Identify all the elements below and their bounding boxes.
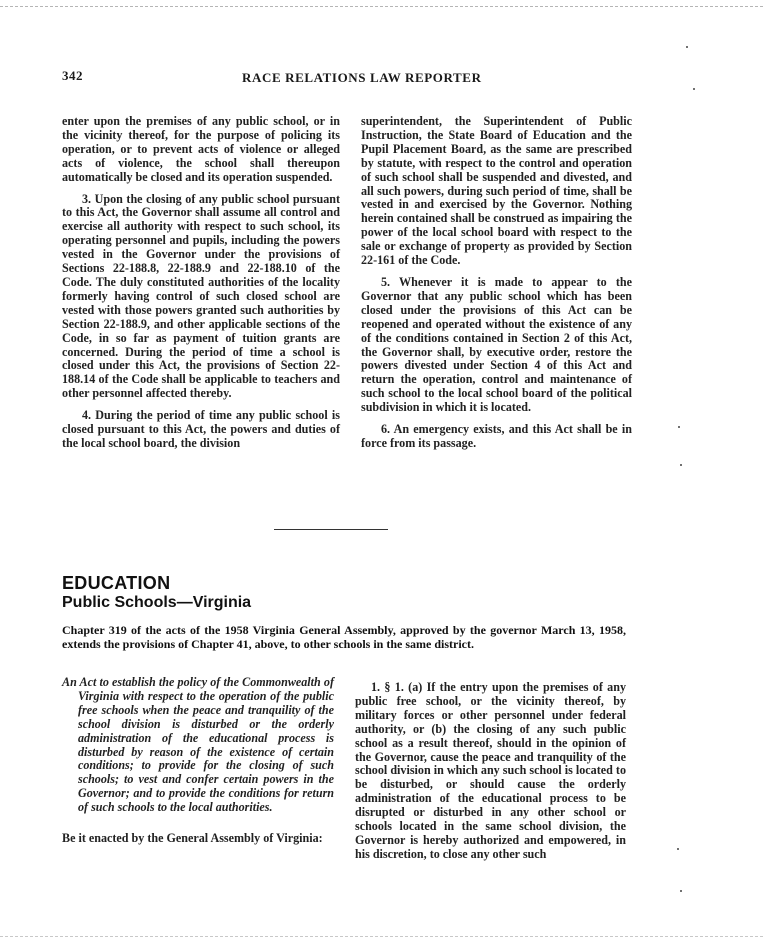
scan-edge-bottom xyxy=(0,936,763,937)
paragraph-section-6: 6. An emergency exists, and this Act shall be in force from its passage. xyxy=(361,422,632,450)
paragraph-section-4: 4. During the period of time any public school is closed pursuant to this Act, the powers and duties of the local school board, the division xyxy=(62,408,340,450)
headnote: Chapter 319 of the acts of the 1958 Virginia General Assembly, approved by the governor March 13, 1958, extends the provisions of Chapter 41, above, to other schools in the same district. xyxy=(62,623,626,651)
enacting-clause: Be it enacted by the General Assembly of Virginia: xyxy=(62,831,323,845)
scan-edge-top xyxy=(0,6,763,7)
act-section-1-column xyxy=(355,681,626,862)
right-column xyxy=(361,115,632,451)
section-title: EDUCATION xyxy=(62,573,171,593)
section-subtitle: Public Schools—Virginia xyxy=(62,594,252,611)
running-head: RACE RELATIONS LAW REPORTER xyxy=(242,70,482,85)
act-title: An Act to establish the policy of the Commonwealth of Virginia with respect to the operation of the public free schools when the peace and tranquility of the school division is disturbed or the orderly administration of the educational process is disturbed by reason of the existence of certain conditions; to provide for the closing of such schools; to vest and confer certain powers in the Governor; and to provide the conditions for return of such schools to the local authorities. xyxy=(62,675,334,815)
scan-speck xyxy=(680,464,682,466)
left-column xyxy=(62,115,340,451)
scan-speck xyxy=(686,46,688,48)
section-divider-rule xyxy=(274,529,388,530)
paragraph-continued-right: superintendent, the Superintendent of Public Instruction, the State Board of Education and the Pupil Placement Board, as the same are prescribed by statute, with respect to the control and operation of such school shall be suspended and divested, and all such powers, during such period of time, shall be vested in and exercised by the Governor. Nothing herein contained shall be construed as impairing the power of the local school board with respect to the sale or exchange of property as provided by Section 22-161 of the Code. xyxy=(361,114,632,268)
scan-speck xyxy=(678,426,680,428)
paragraph-section-5: 5. Whenever it is made to appear to the Governor that any public school which has been closed under the provisions of this Act can be reopened and operated without the existence of any of the conditions contained in Section 2 of this Act, the Governor shall, by executive order, restore the powers divested under Section 4 of this Act and return the operation, control and maintenance of such school to the local school board of the political subdivision in which it is located. xyxy=(361,274,632,415)
page-number: 342 xyxy=(62,68,83,83)
scan-speck xyxy=(680,890,682,892)
scan-speck xyxy=(677,848,679,850)
paragraph-section-3: 3. Upon the closing of any public school pursuant to this Act, the Governor shall assume all control and exercise all authority with respect to such school, its operating personnel and pupils, including the powers vested in the Governor under the provisions of Sections 22-188.8, 22-188.9 and 22-188.10 of the Code. The duly constituted authorities of the locality formerly having control of such closed school are vested with those powers granted such authorities by Section 22-188.9, and other applicable sections of the Code, in so far as payment of tuition grants are concerned. During the period of time a school is closed under this Act, the provisions of Section 22-188.14 of the Code shall be applicable to teachers and other personnel affected thereby. xyxy=(62,191,340,401)
paragraph-continued: enter upon the premises of any public school, or in the vicinity thereof, for the purpose of policing its operation, or to prevent acts of violence or alleged acts of violence, the school shall thereupon automatically be closed and its operation suspended. xyxy=(62,114,340,184)
act-section-1: 1. § 1. (a) If the entry upon the premises of any public free school, or the vicinity thereof, by military forces or other personnel under federal authority, or (b) the closing of any such public school as a result thereof, should in the opinion of the Governor, cause the peace and tranquility of the school division in which any such school is located to be disturbed, or should cause the orderly administration of the educational process to be disrupted or disturbed in any other school or schools located in the same school division, the Governor is hereby authorized and empowered, in his discretion, to close any other such xyxy=(355,680,626,861)
scan-speck xyxy=(693,88,695,90)
